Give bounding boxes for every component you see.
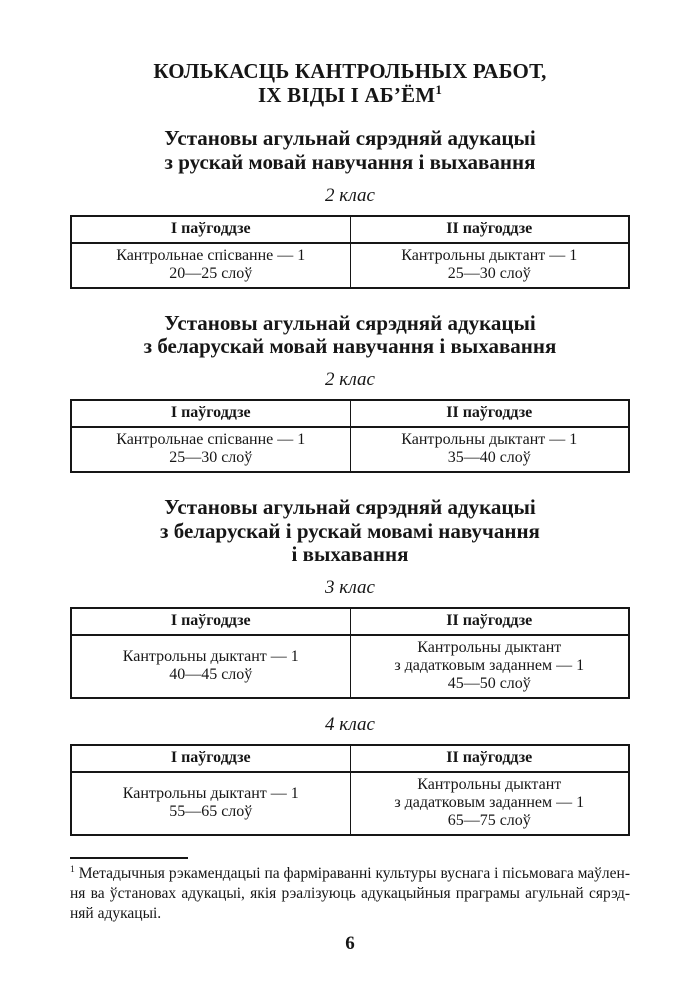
footnote-text: Метадычныя рэкамендацыі па фарміраванні культуры вуснага і пісьмовага маўлен- xyxy=(78,864,631,882)
table-row xyxy=(71,243,629,288)
cell-line: 65—75 слоў xyxy=(447,811,531,829)
control-works-table-belarusian-2 xyxy=(70,399,630,473)
table-row xyxy=(71,772,629,835)
section-heading-russian-schools xyxy=(70,127,630,174)
table-cell-first-half xyxy=(71,427,350,472)
table-header-row xyxy=(71,400,629,427)
heading-line: Установы агульнай сярэдняй адукацыі xyxy=(164,126,536,151)
grade-label-3-klas: 3 клас xyxy=(325,577,375,599)
heading-line: і выхавання xyxy=(291,542,409,567)
footnote-text: ня ва ўстановах адукацыі, якія рэалізуюць адукацыйныя праграмы агульнай сярэд- xyxy=(70,884,630,902)
cell-line: 25—30 слоў xyxy=(447,264,531,282)
table-cell-second-half xyxy=(350,635,629,698)
col-header-second-half-year: ІІ паўгоддзе xyxy=(350,400,629,427)
col-header-second-half-year: ІІ паўгоддзе xyxy=(350,745,629,772)
table-cell-first-half xyxy=(71,243,350,288)
footnote-line xyxy=(70,884,630,904)
cell-line: 55—65 слоў xyxy=(169,802,253,820)
cell-line: 40—45 слоў xyxy=(169,666,253,683)
footnote-text: няй адукацыі. xyxy=(70,904,162,922)
cell-line: Кантрольнае спісванне — 1 xyxy=(116,246,306,264)
table-row xyxy=(71,427,629,472)
cell-line: Кантрольны дыктант — 1 xyxy=(401,246,578,264)
col-header-first-half-year: І паўгоддзе xyxy=(71,745,350,772)
page-content xyxy=(70,0,630,955)
grade-label-2-klas: 2 клас xyxy=(325,184,375,206)
cell-line: 45—50 слоў xyxy=(447,675,531,692)
grade-label-2-klas: 2 клас xyxy=(325,369,375,391)
col-header-first-half-year: І паўгоддзе xyxy=(71,608,350,635)
page-title-line1: КОЛЬКАСЦЬ КАНТРОЛЬНЫХ РАБОТ, xyxy=(153,59,547,83)
cell-line: з дадатковым заданнем — 1 xyxy=(394,657,585,674)
table-cell-second-half xyxy=(350,243,629,288)
cell-line: Кантрольны дыктант — 1 xyxy=(401,431,578,448)
heading-line: з беларускай мовай навучання і выхавання xyxy=(143,334,557,359)
table-header-row xyxy=(71,216,629,243)
heading-line: Установы агульнай сярэдняй адукацыі xyxy=(164,310,536,335)
heading-line: з беларускай і рускай мовамі навучання xyxy=(160,518,540,543)
cell-line: Кантрольны дыктант xyxy=(417,639,562,656)
footnote xyxy=(70,857,630,924)
table-cell-first-half xyxy=(71,635,350,698)
control-works-table-russian-2 xyxy=(70,215,630,289)
col-header-first-half-year: І паўгоддзе xyxy=(71,216,350,243)
table-cell-second-half xyxy=(350,427,629,472)
footnote-line xyxy=(70,864,630,884)
cell-line: 20—25 слоў xyxy=(169,264,253,282)
section-heading-belarusian-schools xyxy=(70,312,630,359)
title-footnote-ref: 1 xyxy=(435,81,443,97)
col-header-first-half-year: І паўгоддзе xyxy=(71,400,350,427)
footnote-line xyxy=(70,904,630,924)
table-cell-second-half xyxy=(350,772,629,835)
control-works-table-bilingual-4 xyxy=(70,744,630,836)
col-header-second-half-year: ІІ паўгоддзе xyxy=(350,216,629,243)
cell-line: з дадатковым заданнем — 1 xyxy=(394,793,585,811)
heading-line: з рускай мовай навучання і выхавання xyxy=(164,150,536,175)
grade-label-4-klas: 4 клас xyxy=(325,714,375,735)
footnote-separator-rule xyxy=(70,857,188,859)
cell-line: Кантрольны дыктант xyxy=(417,775,562,793)
page-title-line2: ІХ ВІДЫ І АБ’ЁМ xyxy=(257,82,436,107)
page-number: 6 xyxy=(345,932,355,954)
cell-line: 35—40 слоў xyxy=(447,449,531,466)
cell-line: Кантрольны дыктант — 1 xyxy=(122,784,299,802)
col-header-second-half-year: ІІ паўгоддзе xyxy=(350,608,629,635)
cell-line: Кантрольнае спісванне — 1 xyxy=(116,431,306,448)
table-header-row xyxy=(71,608,629,635)
heading-line: Установы агульнай сярэдняй адукацыі xyxy=(164,495,536,519)
page-title xyxy=(70,0,630,107)
table-header-row xyxy=(71,745,629,772)
footnote-marker: 1 xyxy=(70,863,75,875)
table-cell-first-half xyxy=(71,772,350,835)
cell-line: 25—30 слоў xyxy=(169,449,253,466)
control-works-table-bilingual-3 xyxy=(70,607,630,699)
section-heading-bilingual-schools xyxy=(70,496,630,567)
table-row xyxy=(71,635,629,698)
cell-line: Кантрольны дыктант — 1 xyxy=(122,648,299,665)
